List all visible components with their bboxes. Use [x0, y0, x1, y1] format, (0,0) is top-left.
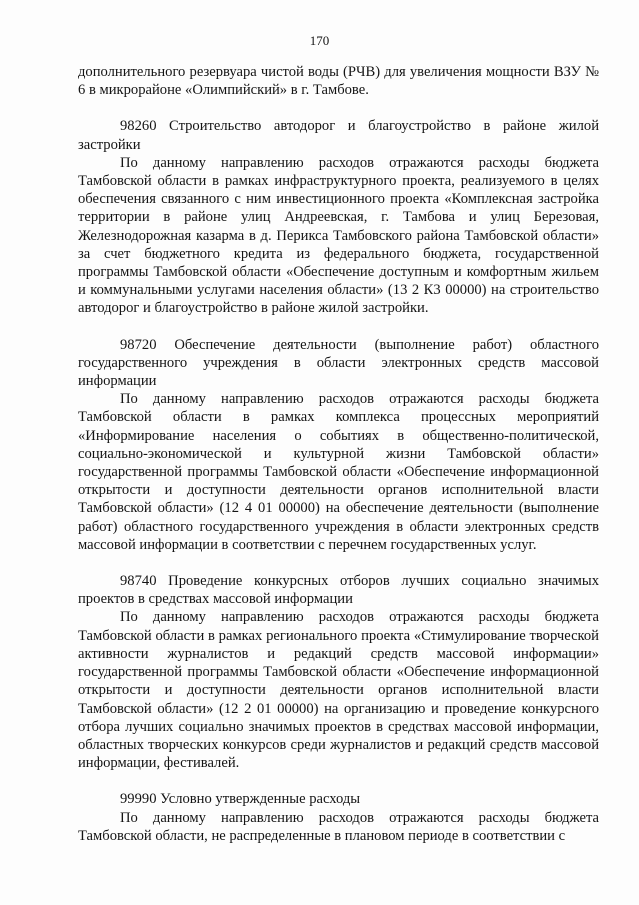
intro-paragraph: дополнительного резервуара чистой воды (РЧВ) для увеличения мощности ВЗУ № 6 в микрорайоне «Олимпийский» в г. Тамбове. [78, 64, 599, 99]
page-number: 170 [309, 33, 330, 48]
section-98720 [78, 336, 599, 554]
section-98260 [78, 117, 599, 317]
section-heading: 99990 Условно утвержденные расходы [120, 791, 361, 808]
section-heading: 98740 Проведение конкурсных отборов лучших социально значимых проектов в средствах массовой информации [78, 573, 599, 608]
page-content [78, 63, 599, 845]
section-body: По данному направлению расходов отражаются расходы бюджета Тамбовской области, не распределенные в плановом периоде в соответствии с [78, 809, 599, 844]
section-heading: 98260 Строительство автодорог и благоустройство в районе жилой застройки [78, 118, 599, 153]
section-body: По данному направлению расходов отражаются расходы бюджета Тамбовской области в рамках регионального проекта «Стимулирование творческой активности журналистов и редакций средств массовой информации» государственной программы Тамбовской области «Обеспечение информационной открытости и доступности деятельности органов исполнительной власти Тамбовской области» (12 2 01 00000) на организацию и проведение конкурсного отбора лучших социально значимых проектов в средствах массовой информации, областных творческих конкурсов среди журналистов и редакций средств массовой информации, фестивалей. [78, 609, 599, 772]
section-heading: 98720 Обеспечение деятельности (выполнение работ) областного государственного учреждения в области электронных средств массовой информации [78, 336, 599, 390]
section-body: По данному направлению расходов отражаются расходы бюджета Тамбовской области в рамках комплекса процессных мероприятий «Информирование населения о событиях в общественно-политической, социально-экономической и культурной жизни Тамбовской области» государственной программы Тамбовской области «Обеспечение информационной открытости и доступности деятельности органов исполнительной власти Тамбовской области» (12 4 01 00000) на обеспечение деятельности (выполнение работ) областного государственного учреждения в области электронных средств массовой информации в соответствии с перечнем государственных услуг. [78, 391, 599, 553]
section-body: По данному направлению расходов отражаются расходы бюджета Тамбовской области в рамках инфраструктурного проекта, реализуемого в целях обеспечения связанного с ним инвестиционного проекта «Комплексная застройка территории в районе улиц Андреевская, г. Тамбова и улиц Березовая, Железнодорожная казарма в д. Перикса Тамбовского района Тамбовской области» за счет бюджетного кредита из федерального бюджета, государственной программы Тамбовской области «Обеспечение доступным и комфортным жильем и коммунальными услугами населения области» (13 2 К3 00000) на строительство автодорог и благоустройство в районе жилой застройки. [78, 154, 599, 317]
section-98740 [78, 572, 599, 772]
section-99990 [78, 790, 599, 845]
